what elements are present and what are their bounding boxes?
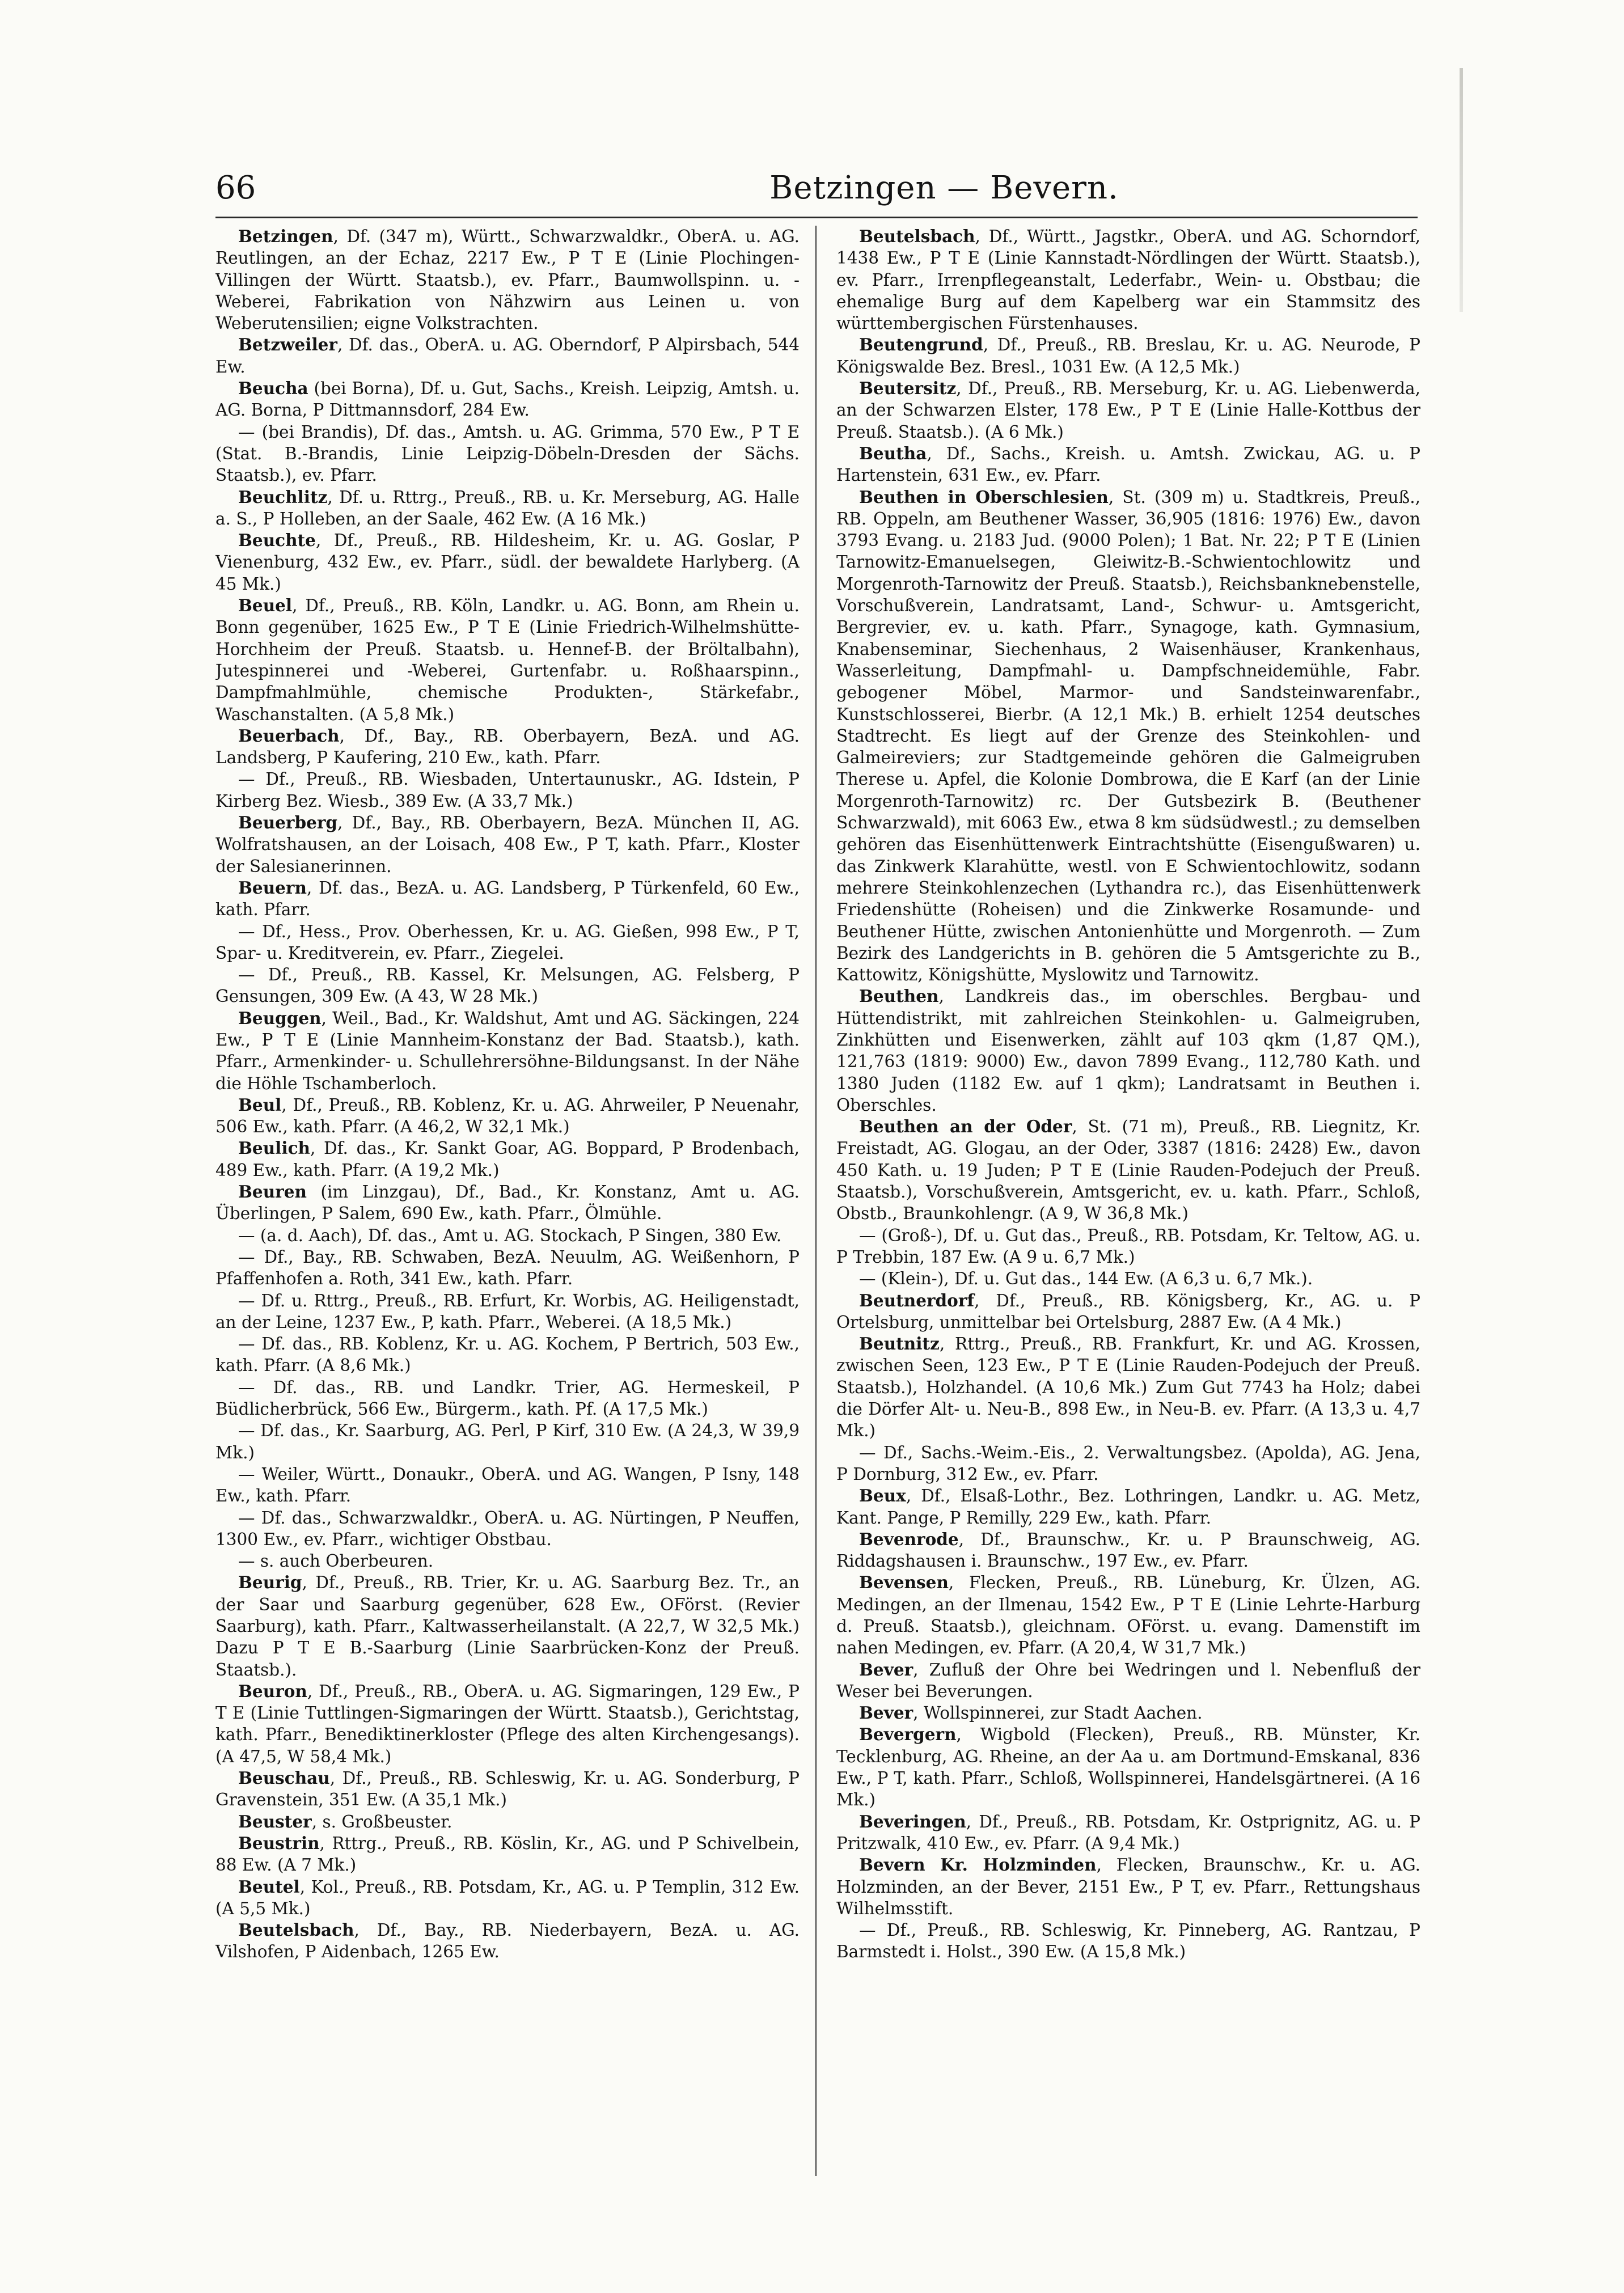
gazetteer-entry — [836, 1811, 1420, 1855]
entry-headword: Beutelsbach — [859, 226, 975, 246]
gazetteer-entry — [836, 486, 1420, 986]
entry-headword: Beuthen — [859, 986, 939, 1006]
entry-text: — (Groß-), Df. u. Gut das., Preuß., RB. Potsdam, Kr. Teltow, AG. u. P Trebbin, 187 Ew. (A 9 u. 6,7 Mk.) — [836, 1225, 1420, 1267]
gazetteer-entry — [215, 812, 800, 877]
gazetteer-entry — [215, 421, 800, 486]
entry-text: , Df., Württ., Jagstkr., OberA. und AG. Schorndorf, 1438 Ew., P T E (Linie Kannstadt-Nördlingen der Württ. Staatsb.), ev. Pfarr., Irrenpflegeanstalt, Lederfabr., Wein- u. Obstbau; die ehemalige Burg auf dem Kapelberg war ein Stammsitz des württembergischen Fürstenhauses. — [836, 227, 1420, 333]
page-edge-mark — [1460, 68, 1463, 312]
gazetteer-entry — [215, 378, 800, 421]
entry-text: , Df., Preuß., RB. Trier, Kr. u. AG. Saarburg Bez. Tr., an der Saar und Saarburg gegenüber, 628 Ew., OFörst. (Revier Saarburg), kath. Pfarr., Kaltwasserheilanstalt. (A 22,7, W 32,5 Mk.) Dazu P T E B.-Saarburg (Linie Saarbrücken-Konz der Preuß. Staatsb.). — [215, 1573, 800, 1679]
gazetteer-entry — [215, 1681, 800, 1767]
entry-text: , Df., Bay., RB. Oberbayern, BezA. München II, AG. Wolfratshausen, an der Loisach, 408 Ew., P T, kath. Pfarr., Kloster der Salesianerinnen. — [215, 813, 800, 876]
gazetteer-entry — [215, 1811, 800, 1833]
gazetteer-entry — [215, 1876, 800, 1920]
entry-headword: Beuerberg — [238, 813, 338, 833]
gazetteer-entry — [836, 378, 1420, 443]
entry-headword: Bevenrode — [859, 1529, 959, 1549]
entry-text: , s. Großbeuster. — [311, 1812, 452, 1831]
entry-text: , Landkreis das., im oberschles. Bergbau- und Hüttendistrikt, mit zahlreichen Steinkohlen- u. Galmeigruben, Zinkhütten und Eisenwerken, zählt auf 103 qkm (1,87 QM.), 121,763 (1819: 9000) Ew., davon 7899 Evang., 112,780 Kath. und 1380 Juden (1182 Ew. auf 1 qkm); Landratsamt in Beuthen i. Oberschles. — [836, 987, 1420, 1115]
entry-headword: Beutnitz — [859, 1334, 940, 1354]
entry-text: — Df., Sachs.-Weim.-Eis., 2. Verwaltungsbez. (Apolda), AG. Jena, P Dornburg, 312 Ew., ev. Pfarr. — [836, 1442, 1420, 1484]
gazetteer-entry — [836, 226, 1420, 334]
entry-text: — (a. d. Aach), Df. das., Amt u. AG. Stockach, P Singen, 380 Ew. — [238, 1225, 782, 1245]
gazetteer-entry — [215, 768, 800, 812]
entry-text: — Df., Hess., Prov. Oberhessen, Kr. u. AG. Gießen, 998 Ew., P T, Spar- u. Kreditverein, ev. Pfarr., Ziegelei. — [215, 921, 800, 963]
entry-text: , Wollspinnerei, zur Stadt Aachen. — [913, 1703, 1203, 1723]
gazetteer-entry — [215, 1550, 800, 1572]
entry-text: , Df., Bay., RB. Niederbayern, BezA. u. AG. Vilshofen, P Aidenbach, 1265 Ew. — [215, 1920, 800, 1962]
gazetteer-entry — [836, 1333, 1420, 1441]
entry-text: , Df., Elsaß-Lothr., Bez. Lothringen, Landkr. u. AG. Metz, Kant. Pange, P Remilly, 229 Ew., kath. Pfarr. — [836, 1486, 1420, 1528]
entry-text: — (bei Brandis), Df. das., Amtsh. u. AG. Grimma, 570 Ew., P T E (Stat. B.-Brandis, Linie Leipzig-Döbeln-Dresden der Sächs. Staatsb.), ev. Pfarr. — [215, 422, 800, 485]
gazetteer-entry — [215, 877, 800, 921]
entry-text: — Df., Preuß., RB. Schleswig, Kr. Pinneberg, AG. Rantzau, P Barmstedt i. Holst., 390 Ew. (A 15,8 Mk.) — [836, 1920, 1420, 1962]
entry-text: , Wigbold (Flecken), Preuß., RB. Münster, Kr. Tecklenburg, AG. Rheine, an der Aa u. am Dortmund-Emskanal, 836 Ew., P T, kath. Pfarr., Schloß, Wollspinnerei, Handelsgärtnerei. (A 16 Mk.) — [836, 1725, 1420, 1810]
entry-text: , Df. (347 m), Württ., Schwarzwaldkr., OberA. u. AG. Reutlingen, an der Echaz, 2217 Ew., P T E (Linie Plochingen-Villingen der Württ. Staatsb.), ev. Pfarr., Baumwollspinn. u. -Weberei, Fabrikation von Nähzwirn aus Leinen u. von Weberutensilien; eigne Volkstrachten. — [215, 227, 800, 333]
entry-text: — Df. das., RB. Koblenz, Kr. u. AG. Kochem, P Bertrich, 503 Ew., kath. Pfarr. (A 8,6 Mk.) — [215, 1334, 800, 1376]
gazetteer-entry — [836, 334, 1420, 378]
entry-headword: Bever — [859, 1703, 914, 1723]
gazetteer-entry — [836, 1529, 1420, 1572]
entry-text: , Rttrg., Preuß., RB. Frankfurt, Kr. und AG. Krossen, zwischen Seen, 123 Ew., P T E (Linie Rauden-Podejuch der Preuß. Staatsb.), Holzhandel. (A 10,6 Mk.) Zum Gut 7743 ha Holz; dabei die Dörfer Alt- u. Neu-B., 898 Ew., in Neu-B. ev. Pfarr. (A 13,3 u. 4,7 Mk.) — [836, 1334, 1420, 1441]
gazetteer-entry — [215, 1377, 800, 1420]
entry-headword: Beul — [238, 1094, 282, 1115]
entry-headword: Bevergern — [859, 1724, 957, 1745]
entry-text: , Df., Braunschw., Kr. u. P Braunschweig, AG. Riddagshausen i. Braunschw., 197 Ew., ev. Pfarr. — [836, 1529, 1420, 1571]
entry-headword: Beuschau — [238, 1768, 330, 1788]
gazetteer-entry — [836, 1659, 1420, 1703]
entry-text: , St. (309 m) u. Stadtkreis, Preuß., RB. Oppeln, am Beuthener Wasser, 36,905 (1816: 1976) Ew., davon 3793 Evang. u. 2183 Jud. (9000 Polen); 1 Bat. Nr. 22; P T E (Linien Tarnowitz-Emanuelsegen, Gleiwitz-B.-Schwientochlowitz und Morgenroth-Tarnowitz der Preuß. Staatsb.), Reichsbanknebenstelle, Vorschußverein, Landratsamt, Land-, Schwur- u. Amtsgericht, Bergrevier, ev. u. kath. Pfarr., Synagoge, kath. Gymnasium, Knabenseminar, Siechenhaus, 2 Waisenhäuser, Krankenhaus, Wasserleitung, Dampfmahl- u. Dampfschneidemühle, Fabr. gebogener Möbel, Marmor- und Sandsteinwarenfabr., Kunstschlosserei, Bierbr. (A 12,1 Mk.) B. erhielt 1254 deutsches Stadtrecht. Es liegt auf der Grenze des Steinkohlen- und Galmeireviers; zur Stadtgemeinde gehören die Galmeigruben Therese u. Apfel, die Kolonie Dombrowa, die E Karf (an der Linie Morgenroth-Tarnowitz) rc. Der Gutsbezirk B. (Beuthener Schwarzwald), mit 6063 Ew., etwa 8 km südsüdwestl.; zu demselben gehören das Eisenhüttenwerk Eintrachtshütte (Eisengußwaren) u. das Zinkwerk Klarahütte, westl. von E Schwientochlowitz, sodann mehrere Steinkohlenzechen (Lythandra rc.), das Eisenhüttenwerk Friedenshütte (Roheisen) und die Zinkwerke Rosamunde- und Beuthener Hütte, zwischen Antonienhütte und Morgenroth. — Zum Bezirk des Landgerichts in B. gehören die 5 Amtsgerichte zu B., Kattowitz, Königshütte, Myslowitz und Tarnowitz. — [836, 487, 1420, 985]
gazetteer-entry — [836, 1225, 1420, 1268]
entry-text: — s. auch Oberbeuren. — [238, 1551, 434, 1571]
gazetteer-entry — [836, 1442, 1420, 1486]
gazetteer-entry — [836, 1268, 1420, 1289]
entry-headword: Beucha — [238, 378, 308, 399]
entry-headword: Beutel — [238, 1876, 300, 1897]
entry-headword: Beuchte — [238, 530, 316, 551]
entry-headword: Beutersitz — [859, 378, 957, 399]
entry-text: , Df. das., OberA. u. AG. Oberndorf, P Alpirsbach, 544 Ew. — [215, 335, 800, 376]
entry-text: , Df., Bay., RB. Oberbayern, BezA. und AG. Landsberg, P Kaufering, 210 Ew., kath. Pfarr. — [215, 726, 800, 768]
entry-text: , Weil., Bad., Kr. Waldshut, Amt und AG. Säckingen, 224 Ew., P T E (Linie Mannheim-Konstanz der Bad. Staatsb.), kath. Pfarr., Armenkinder- u. Schullehrersöhne-Bildungsanst. In der Nähe die Höhle Tschamberloch. — [215, 1008, 800, 1093]
entry-headword: Beustrin — [238, 1833, 320, 1853]
entry-text: , Flecken, Preuß., RB. Lüneburg, Kr. Ülzen, AG. Medingen, an der Ilmenau, 1542 Ew., P T E (Linie Lehrte-Harburg d. Preuß. Staatsb.), gleichnam. OFörst. u. evang. Damenstift im nahen Medingen, ev. Pfarr. (A 20,4, W 31,7 Mk.) — [836, 1573, 1420, 1658]
gazetteer-entry — [215, 1246, 800, 1290]
entry-text: , Df., Preuß., RB., OberA. u. AG. Sigmaringen, 129 Ew., P T E (Linie Tuttlingen-Sigmaringen der Württ. Staatsb.), Gerichtstag, kath. Pfarr., Benediktinerkloster (Pflege des alten Kirchengesangs). (A 47,5, W 58,4 Mk.) — [215, 1681, 800, 1766]
gazetteer-entry — [215, 1290, 800, 1334]
entry-text: , Df., Preuß., RB. Koblenz, Kr. u. AG. Ahrweiler, P Neuenahr, 506 Ew., kath. Pfarr. (A 46,2, W 32,1 Mk.) — [215, 1095, 800, 1137]
right-column — [836, 226, 1420, 2222]
gazetteer-entry — [215, 725, 800, 769]
entry-headword: Bevensen — [859, 1572, 949, 1593]
gazetteer-entry — [215, 1225, 800, 1246]
entry-headword: Beutnerdorf — [859, 1290, 975, 1310]
gazetteer-entry — [215, 1420, 800, 1463]
page-number: 66 — [215, 170, 256, 206]
entry-text: — Df. das., RB. und Landkr. Trier, AG. Hermeskeil, P Büdlicherbrück, 566 Ew., Bürgerm., kath. Pf. (A 17,5 Mk.) — [215, 1377, 800, 1419]
entry-text: (bei Borna), Df. u. Gut, Sachs., Kreish. Leipzig, Amtsh. u. AG. Borna, P Dittmannsdorf, 284 Ew. — [215, 379, 800, 420]
entry-headword: Beuthen an der Oder — [859, 1116, 1072, 1137]
gazetteer-entry — [836, 1724, 1420, 1810]
gazetteer-entry — [215, 595, 800, 725]
gazetteer-entry — [215, 1333, 800, 1377]
gazetteer-entry — [836, 1572, 1420, 1659]
entry-text: — Df. das., Schwarzwaldkr., OberA. u. AG. Nürtingen, P Neuffen, 1300 Ew., ev. Pfarr., wichtiger Obstbau. — [215, 1508, 800, 1549]
entry-headword: Beuerbach — [238, 725, 340, 746]
column-divider — [815, 226, 817, 2176]
entry-text: , Df., Preuß., RB. Potsdam, Kr. Ostprignitz, AG. u. P Pritzwalk, 410 Ew., ev. Pfarr. (A 9,4 Mk.) — [836, 1812, 1420, 1853]
gazetteer-entry — [215, 964, 800, 1008]
entry-text: , Zufluß der Ohre bei Wedringen und l. Nebenfluß der Weser bei Beverungen. — [836, 1660, 1420, 1701]
entry-text: , St. (71 m), Preuß., RB. Liegnitz, Kr. Freistadt, AG. Glogau, an der Oder, 3387 (1816: 2428) Ew., davon 450 Kath. u. 19 Juden; P T E (Linie Rauden-Podejuch der Preuß. Staatsb.), Vorschußverein, Amtsgericht, ev. u. kath. Pfarr., Schloß, Obstb., Braunkohlengr. (A 9, W 36,8 Mk.) — [836, 1117, 1420, 1224]
gazetteer-entry — [215, 921, 800, 964]
header-rule — [215, 217, 1418, 218]
left-column — [215, 226, 800, 2222]
entry-headword: Beutengrund — [859, 335, 983, 355]
gazetteer-entry — [836, 985, 1420, 1116]
gazetteer-entry — [215, 1767, 800, 1811]
entry-text: , Df. das., BezA. u. AG. Landsberg, P Türkenfeld, 60 Ew., kath. Pfarr. — [215, 878, 800, 920]
entry-headword: Beurig — [238, 1572, 302, 1593]
gazetteer-entry — [215, 1507, 800, 1551]
gazetteer-entry — [215, 1833, 800, 1876]
gazetteer-entry — [836, 1854, 1420, 1919]
entry-headword: Beuron — [238, 1681, 307, 1701]
entry-headword: Beutha — [859, 443, 927, 463]
entry-text: — Df., Preuß., RB. Kassel, Kr. Melsungen, AG. Felsberg, P Gensungen, 309 Ew. (A 43, W 28 Mk.) — [215, 965, 800, 1006]
entry-text: , Df. das., Kr. Sankt Goar, AG. Boppard, P Brodenbach, 489 Ew., kath. Pfarr. (A 19,2 Mk.) — [215, 1139, 800, 1180]
gazetteer-entry — [215, 1094, 800, 1138]
entry-headword: Beutelsbach — [238, 1920, 354, 1940]
entry-headword: Beulich — [238, 1138, 310, 1158]
entry-headword: Betzingen — [238, 226, 333, 246]
entry-text: , Df., Preuß., RB. Hildesheim, Kr. u. AG. Goslar, P Vienenburg, 432 Ew., ev. Pfarr., südl. der bewaldete Harlyberg. (A 45 Mk.) — [215, 531, 800, 594]
entry-text: , Rttrg., Preuß., RB. Köslin, Kr., AG. und P Schivelbein, 88 Ew. (A 7 Mk.) — [215, 1833, 800, 1875]
gazetteer-entry — [215, 1463, 800, 1507]
entry-text: , Df. u. Rttrg., Preuß., RB. u. Kr. Merseburg, AG. Halle a. S., P Holleben, an der Saale, 462 Ew. (A 16 Mk.) — [215, 487, 800, 528]
entry-headword: Beuel — [238, 595, 293, 616]
entry-headword: Beveringen — [859, 1811, 966, 1831]
entry-headword: Bevern Kr. Holzminden — [859, 1855, 1097, 1875]
entry-text: , Df., Preuß., RB. Schleswig, Kr. u. AG. Sonderburg, P Gravenstein, 351 Ew. (A 35,1 Mk.) — [215, 1769, 800, 1810]
entry-text: , Df., Preuß., RB. Merseburg, Kr. u. AG. Liebenwerda, an der Schwarzen Elster, 178 Ew., P T E (Linie Halle-Kottbus der Preuß. Staatsb.). (A 6 Mk.) — [836, 379, 1420, 442]
gazetteer-entry — [215, 1919, 800, 1963]
entry-text: — Df. das., Kr. Saarburg, AG. Perl, P Kirf, 310 Ew. (A 24,3, W 39,9 Mk.) — [215, 1421, 800, 1462]
entry-text: , Df., Sachs., Kreish. u. Amtsh. Zwickau, AG. u. P Hartenstein, 631 Ew., ev. Pfarr. — [836, 443, 1420, 485]
entry-text: — Weiler, Württ., Donaukr., OberA. und AG. Wangen, P Isny, 148 Ew., kath. Pfarr. — [215, 1464, 800, 1506]
entry-text: — Df., Preuß., RB. Wiesbaden, Untertaunuskr., AG. Idstein, P Kirberg Bez. Wiesb., 389 Ew. (A 33,7 Mk.) — [215, 769, 800, 811]
entry-text: — (Klein-), Df. u. Gut das., 144 Ew. (A 6,3 u. 6,7 Mk.). — [859, 1269, 1313, 1289]
entry-headword: Beuren — [238, 1182, 307, 1202]
gazetteer-entry — [836, 1919, 1420, 1963]
entry-headword: Beuggen — [238, 1008, 322, 1028]
gazetteer-entry — [215, 530, 800, 595]
gazetteer-entry — [215, 1008, 800, 1094]
gazetteer-entry — [215, 1572, 800, 1680]
entry-headword: Beuern — [238, 877, 307, 898]
entry-text: , Flecken, Braunschw., Kr. u. AG. Holzminden, an der Bever, 2151 Ew., P T, ev. Pfarr., Rettungshaus Wilhelmsstift. — [836, 1855, 1420, 1918]
gazetteer-entry — [836, 1485, 1420, 1529]
entry-text: (im Linzgau), Df., Bad., Kr. Konstanz, Amt u. AG. Überlingen, P Salem, 690 Ew., kath. Pfarr., Ölmühle. — [215, 1182, 800, 1224]
entry-headword: Beuchlitz — [238, 486, 328, 507]
entry-text: , Kol., Preuß., RB. Potsdam, Kr., AG. u. P Templin, 312 Ew. (A 5,5 Mk.) — [215, 1877, 800, 1918]
entry-headword: Beux — [859, 1486, 906, 1506]
gazetteer-entry — [836, 1116, 1420, 1224]
entry-text: , Df., Preuß., RB. Breslau, Kr. u. AG. Neurode, P Königswalde Bez. Bresl., 1031 Ew. (A 12,5 Mk.) — [836, 335, 1420, 376]
entry-headword: Betzweiler — [238, 335, 337, 355]
entry-text: — Df. u. Rttrg., Preuß., RB. Erfurt, Kr. Worbis, AG. Heiligenstadt, an der Leine, 1237 Ew., P, kath. Pfarr., Weberei. (A 18,5 Mk.) — [215, 1291, 800, 1332]
gazetteer-entry — [215, 226, 800, 334]
entry-headword: Beuthen in Oberschlesien — [859, 486, 1109, 507]
entry-text: , Df., Preuß., RB. Königsberg, Kr., AG. u. P Ortelsburg, unmittelbar bei Ortelsburg, 2887 Ew. (A 4 Mk.) — [836, 1291, 1420, 1332]
gazetteer-entry — [215, 334, 800, 378]
gazetteer-entry — [215, 1137, 800, 1181]
entry-text: , Df., Preuß., RB. Köln, Landkr. u. AG. Bonn, am Rhein u. Bonn gegenüber, 1625 Ew., P T E (Linie Friedrich-Wilhelmshütte-Horchheim der Preuß. Staatsb. u. Hennef-B. der Bröltalbahn), Jutespinnerei und -Weberei, Gurtenfabr. u. Roßhaarspinn., Dampfmahlmühle, chemische Produkten-, Stärkefabr., Waschanstalten. (A 5,8 Mk.) — [215, 596, 800, 724]
gazetteer-entry — [215, 1181, 800, 1225]
gazetteer-entry — [836, 443, 1420, 486]
gazetteer-entry — [836, 1702, 1420, 1724]
entry-headword: Bever — [859, 1659, 914, 1679]
running-head: Betzingen — Bevern. — [769, 170, 1119, 206]
gazetteer-entry — [215, 486, 800, 530]
gazetteer-entry — [836, 1290, 1420, 1334]
entry-text: — Df., Bay., RB. Schwaben, BezA. Neuulm, AG. Weißenhorn, P Pfaffenhofen a. Roth, 341 Ew., kath. Pfarr. — [215, 1247, 800, 1289]
entry-headword: Beuster — [238, 1811, 312, 1831]
